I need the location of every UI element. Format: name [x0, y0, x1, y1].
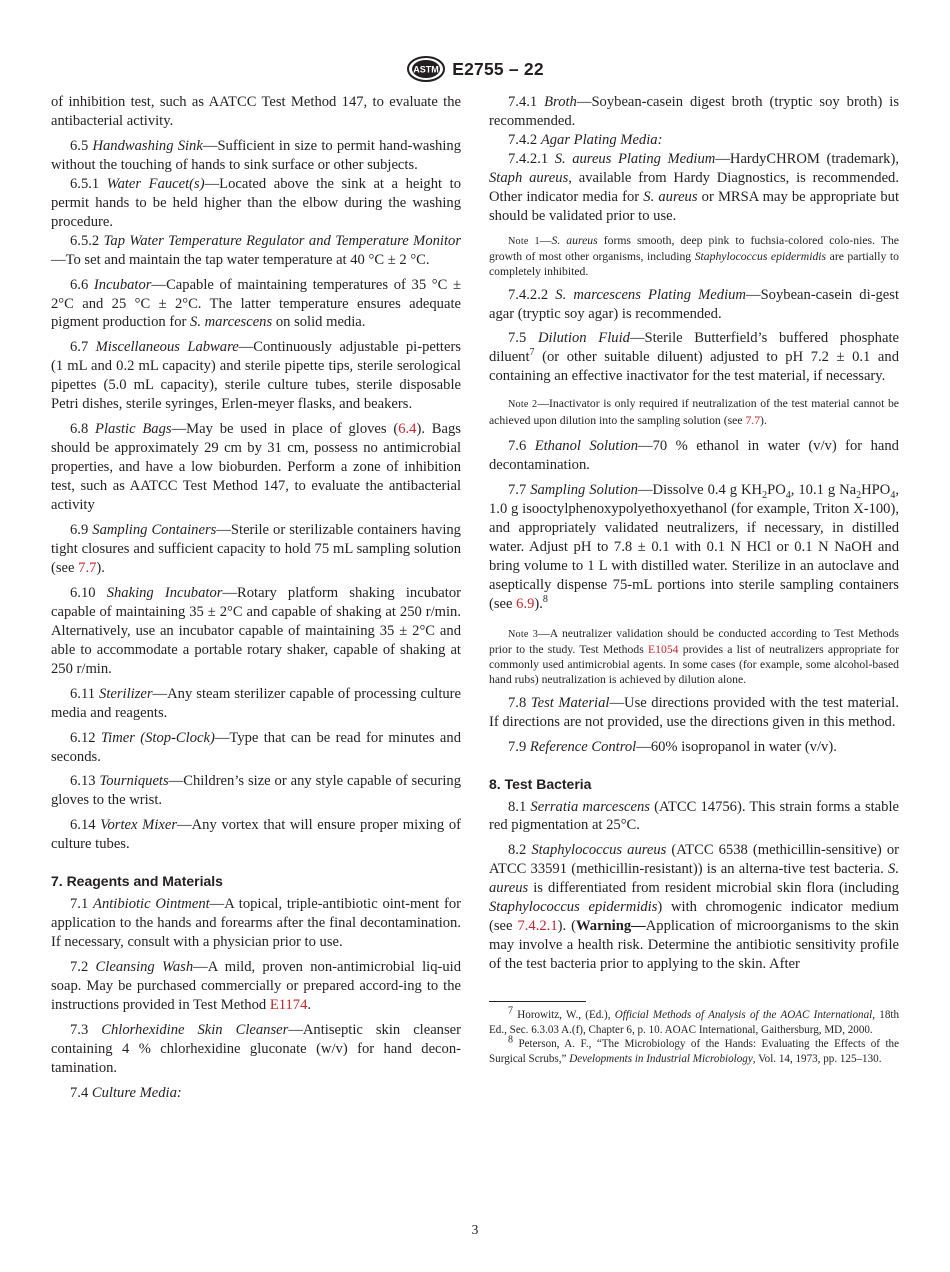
section-6-14: 6.14 Vortex Mixer—Any vortex that will ensure proper mixing of culture tubes.: [51, 817, 461, 853]
section-7-4-2-2: 7.4.2.2 S. marcescens Plating Medium—Soybean-casein di-gest agar (tryptic soy agar) is recommended.: [489, 286, 899, 322]
section-7-6: 7.6 Ethanol Solution—70 % ethanol in water (v/v) for hand decontamination.: [489, 437, 899, 473]
logo-text: ASTM: [413, 64, 439, 75]
footnote-ref-8: 8: [542, 593, 548, 605]
left-column: [51, 93, 461, 1103]
section-8-heading: 8. Test Bacteria: [489, 775, 592, 792]
section-6-10: 6.10 Shaking Incubator—Rotary platform shaking incubator capable of maintaining 35 ± 2°C and capable of shaking at 250 r/min. Alternatively, use an incubator capable of maintaining 35 ± 2°C and able to accommodate a portable rotary shaker, capable of shaking at 250 r/min.: [51, 584, 461, 677]
section-7-4-1: 7.4.1 Broth—Soybean-casein digest broth (tryptic soy broth) is recommended.: [489, 94, 899, 129]
section-6-5: 6.5 Handwashing Sink—Sufficient in size to permit hand-washing without the touching of hands to sink surface or other subjects.: [51, 137, 461, 173]
section-7-2: 7.2 Cleansing Wash—A mild, proven non-antimicrobial liq-uid soap. May be purchased commercially or prepared accord-ing to the instructions provided in Test Method E1174.: [51, 959, 462, 1013]
footnote-ref-7: 7: [529, 347, 535, 359]
section-8-1: 8.1 Serratia marcescens (ATCC 14756). This strain forms a stable red pigmentation at 25°C.: [489, 798, 899, 834]
section-7-heading: 7. Reagents and Materials: [51, 873, 223, 890]
section-6-5-2: 6.5.2 Tap Water Temperature Regulator and Temperature Monitor—To set and maintain the tap water temperature at 40 °C ± 2 °C.: [51, 232, 461, 268]
section-7-5: 7.5 Dilution Fluid—Sterile Butterfield’s buffered phosphate diluent$^7$ (or other suitable diluent) adjusted to pH 7.2 ± 0.1 and containing an effective inactivator for the test material, if necessary.: [489, 330, 899, 385]
section-7-3: 7.3 Chlorhexidine Skin Cleanser—Antiseptic skin cleanser containing 4 % chlorhexidine gluconate (w/v) for hand decon-tamination.: [51, 1021, 461, 1076]
ref-link-e1174[interactable]: E1174: [269, 996, 308, 1013]
section-7-4-2-1: 7.4.2.1 S. aureus Plating Medium—HardyCHROM (trademark), Staph aureus, available from Hardy Diagnostics, is recommended. Other indicator media for S. aureus or MRSA may be appropriate but should be validated prior to use.: [489, 150, 900, 224]
section-7-4-2: 7.4.2 Agar Plating Media:: [508, 131, 663, 148]
section-7-7: 7.7 Sampling Solution—Dissolve 0.4 g $KH_2PO_4$, 10.1 g $Na_2HPO_4$, 1.0 g isooctylphenoxypolyethoxyethanol (for example, Triton X-100), and appropriately validated neutralizers, if necessary, in distilled water. Adjust pH to 7.8 ± 0.1 with 0.1 N HCl or 0.1 N NaOH and bring volume to 1 L with distilled water. Sterilize in an autoclave and aseptically dispense 75-mL portions into sterile sampling containers (see 6.9).$^8$: [489, 481, 899, 612]
ref-link-6-9[interactable]: 6.9: [516, 595, 535, 612]
section-6-13: 6.13 Tourniquets—Children’s size or any style capable of securing gloves to the wrist.: [51, 773, 461, 809]
section-6-6: 6.6 Incubator—Capable of maintaining temperatures of 35 °C ± 2°C and 25 °C ± 2°C. The latter temperature ensures adequate pigment production for S. marcescens on solid media.: [51, 276, 461, 331]
section-7-4: 7.4 Culture Media:: [70, 1084, 182, 1101]
ref-link-6-4[interactable]: 6.4: [398, 421, 417, 438]
ref-link-e1054[interactable]: E1054: [648, 642, 679, 656]
ref-link-7-7[interactable]: 7.7: [78, 559, 97, 576]
section-7-9: 7.9 Reference Control—60% isopropanol in water (v/v).: [508, 738, 837, 755]
note-1: Note 1—S. aureus forms smooth, deep pink to fuchsia-colored colo-nies. The growth of most other organisms, including Staphylococcus epidermidis are partially to completely inhibited.: [489, 233, 899, 279]
section-6-8: 6.8 Plastic Bags—May be used in place of gloves (6.4). Bags should be approximately 29 cm by 31 cm, possess no antimicrobial properties, and have a low bioburden. Perform a zone of inhibition test, such as AATCC Test Method 147, to evaluate the antibacterial activity: [51, 421, 461, 514]
section-7-8: 7.8 Test Material—Use directions provided with the test material. If directions are not provided, use the directions given in this method.: [489, 694, 899, 730]
right-column: [489, 93, 899, 1066]
ref-link-7-7-note[interactable]: 7.7: [745, 413, 761, 427]
section-6-7: 6.7 Miscellaneous Labware—Continuously adjustable pi-petters (1 mL and 0.2 mL capacity) and sterile pipette tips, sterile serological pipettes (5.0 mL capacity), sterile culture tubes, sterile disposable Petri dishes, sterile syringes, Erlen-meyer flasks, and beakers.: [51, 339, 461, 413]
section-8-2: 8.2 Staphylococcus aureus (ATCC 6538 (methicillin-sensitive) or ATCC 33591 (methicillin-resistant)) is an alterna-tive test bacteria. S. aureus is differentiated from resident microbial skin flora (including Staphylococcus epidermidis) with chromogenic indicator medium (see 7.4.2.1). (Warning—Application of microorganisms to the skin may involve a health risk. Determine the antibiotic sensitivity profile of the test bacteria prior to applying to the skin. After: [489, 842, 900, 973]
page-header: [0, 54, 950, 84]
page-number: 3: [471, 1222, 479, 1237]
section-7-1: 7.1 Antibiotic Ointment—A topical, triple-antibiotic oint-ment for application to the hands and forearms after the final decontamination. If necessary, consult with a physician prior to use.: [51, 896, 461, 951]
note-2: Note 2—Inactivator is only required if neutralization of the test material cannot be achieved upon dilution into the sampling solution (see 7.7).: [489, 397, 899, 427]
section-6-11: 6.11 Sterilizer—Any steam sterilizer capable of processing culture media and reagents.: [51, 685, 462, 721]
footnote-7: $^7$ Horowitz, W., (Ed.), Official Methods of Analysis of the AOAC International, 18th Ed., Sec. 6.3.03 A.(f), Chapter 6, p. 10. AOAC International, Gaithersburg, MD, 2000.: [489, 1005, 899, 1036]
footnote-8: $^8$ Peterson, A. F., “The Microbiology of the Hands: Evaluating the Effects of the Surgical Scrubs,” Developments in Industrial Microbiology, Vol. 14, 1973, pp. 125–130.: [489, 1034, 899, 1065]
section-6-5-1: 6.5.1 Water Faucet(s)—Located above the sink at a height to permit hands to be held higher than the elbow during the washing procedure.: [51, 175, 461, 230]
document-id: E2755 – 22: [452, 58, 544, 79]
section-6-12: 6.12 Timer (Stop-Clock)—Type that can be read for minutes and seconds.: [51, 729, 461, 765]
note-3: Note 3—A neutralizer validation should be conducted according to Test Methods prior to the study. Test Methods E1054 provides a list of neutralizers appropriate for commonly used antimicrobial agents. In some cases (for example, some alcohol-based hand rubs) neutralization is achieved by dilution alone.: [489, 626, 899, 687]
paragraph-continued: of inhibition test, such as AATCC Test Method 147, to evaluate the antibacterial activity.: [51, 94, 461, 129]
footnote-divider: [489, 1001, 586, 1002]
ref-link-7-4-2-1[interactable]: 7.4.2.1: [517, 918, 558, 935]
astm-logo-icon: [406, 55, 446, 83]
section-6-9: 6.9 Sampling Containers—Sterile or sterilizable containers having tight closures and sufficient capacity to hold 75 mL sampling solution (see 7.7).: [51, 522, 461, 576]
